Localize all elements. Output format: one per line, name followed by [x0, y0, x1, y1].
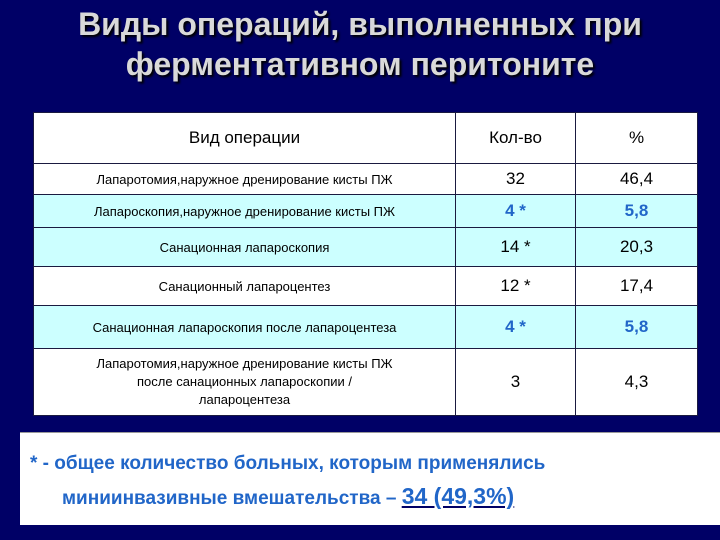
operation-count: 4 *	[456, 306, 576, 349]
slide-title	[0, 4, 720, 84]
slide-title-line2: ферментативном перитоните	[125, 46, 595, 82]
footnote-box	[20, 432, 720, 525]
operation-name-line: после санационных лапароскопии /	[137, 374, 352, 389]
operation-count: 4 *	[456, 195, 576, 228]
table-row	[34, 267, 698, 306]
operation-percent: 20,3	[576, 228, 698, 267]
header-count: Кол-во	[456, 113, 576, 164]
operation-percent: 17,4	[576, 267, 698, 306]
operation-percent: 5,8	[576, 306, 698, 349]
operation-name: Лапароскопия,наружное дренирование кисты ПЖ	[34, 195, 456, 228]
header-percent: %	[576, 113, 698, 164]
table-row	[34, 228, 698, 267]
footnote-line2	[62, 483, 514, 510]
operation-count: 32	[456, 164, 576, 195]
operation-count: 12 *	[456, 267, 576, 306]
footnote-prefix: миниинвазивные вмешательства –	[62, 488, 402, 509]
operation-percent: 46,4	[576, 164, 698, 195]
operations-table	[33, 112, 698, 416]
footnote-line1: * - общее количество больных, которым применялись	[30, 453, 546, 474]
operation-name: Санационная лапароскопия	[34, 228, 456, 267]
table-row	[34, 164, 698, 195]
operation-name: Санационная лапароскопия после лапароцентеза	[34, 306, 456, 349]
operation-name: Лапаротомия,наружное дренирование кисты ПЖ	[34, 164, 456, 195]
operation-percent: 5,8	[576, 195, 698, 228]
table-row	[34, 349, 698, 416]
operation-name: Санационный лапароцентез	[34, 267, 456, 306]
table-header-row	[34, 113, 698, 164]
table-row	[34, 306, 698, 349]
operation-count: 3	[456, 349, 576, 416]
operation-name-line: лапароцентеза	[198, 392, 291, 407]
table-row	[34, 195, 698, 228]
footnote-total: 34 (49,3%)	[401, 483, 515, 509]
operation-name	[34, 349, 456, 416]
operation-name-line: Лапаротомия,наружное дренирование кисты ПЖ	[96, 356, 393, 371]
slide-title-line1: Виды операций, выполненных при	[78, 6, 642, 42]
header-operation-type: Вид операции	[34, 113, 456, 164]
operation-count: 14 *	[456, 228, 576, 267]
operation-percent: 4,3	[576, 349, 698, 416]
